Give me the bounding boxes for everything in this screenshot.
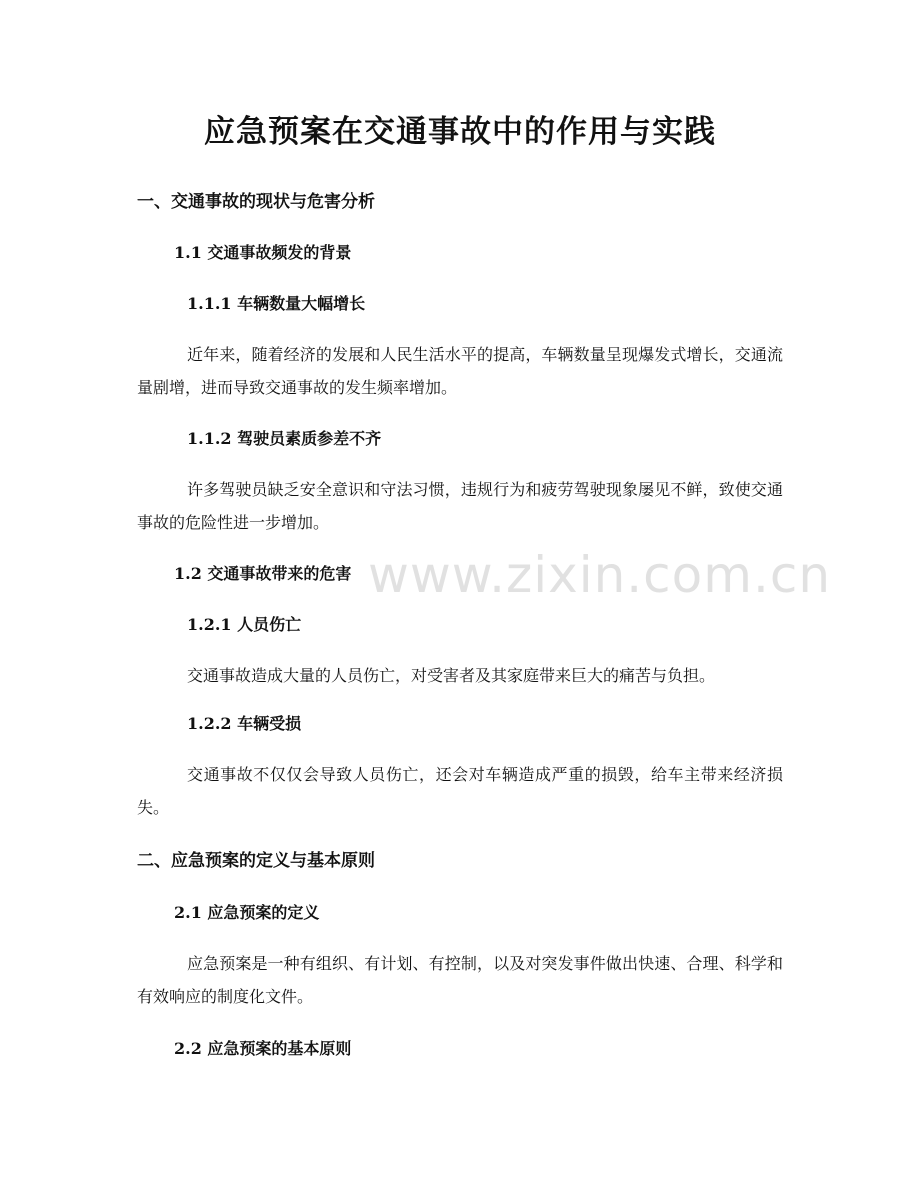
- subsubsection-heading-1-1-2: 1.1.2 驾驶员素质参差不齐: [187, 429, 382, 448]
- paragraph-1-2-2: 交通事故不仅仅会导致人员伤亡，还会对车辆造成严重的损毁，给车主带来经济损失。: [137, 765, 783, 817]
- subsection-heading-1-2: 1.2 交通事故带来的危害: [174, 564, 352, 583]
- paragraph-1-2-1: 交通事故造成大量的人员伤亡，对受害者及其家庭带来巨大的痛苦与负担。: [187, 666, 716, 685]
- subsection-heading-2-1: 2.1 应急预案的定义: [174, 903, 320, 922]
- subsection-heading-2-2: 2.2 应急预案的基本原则: [174, 1039, 352, 1058]
- subsubsection-heading-1-2-1: 1.2.1 人员伤亡: [187, 615, 302, 634]
- subsubsection-heading-1-1-1: 1.1.1 车辆数量大幅增长: [187, 294, 366, 313]
- subsubsection-heading-1-2-2: 1.2.2 车辆受损: [187, 714, 302, 733]
- watermark-text: www.zixin.com.cn: [368, 546, 832, 604]
- section-heading-1: 一、交通事故的现状与危害分析: [137, 192, 375, 212]
- document-title: 应急预案在交通事故中的作用与实践: [204, 114, 716, 150]
- paragraph-1-1-2: 许多驾驶员缺乏安全意识和守法习惯，违规行为和疲劳驾驶现象屡见不鲜，致使交通事故的危险性进一步增加。: [137, 480, 783, 532]
- subsection-heading-1-1: 1.1 交通事故频发的背景: [174, 243, 352, 262]
- section-heading-2: 二、应急预案的定义与基本原则: [137, 851, 375, 871]
- paragraph-1-1-1: 近年来，随着经济的发展和人民生活水平的提高，车辆数量呈现爆发式增长，交通流量剧增，进而导致交通事故的发生频率增加。: [137, 345, 783, 397]
- paragraph-2-1: 应急预案是一种有组织、有计划、有控制，以及对突发事件做出快速、合理、科学和有效响应的制度化文件。: [137, 954, 783, 1006]
